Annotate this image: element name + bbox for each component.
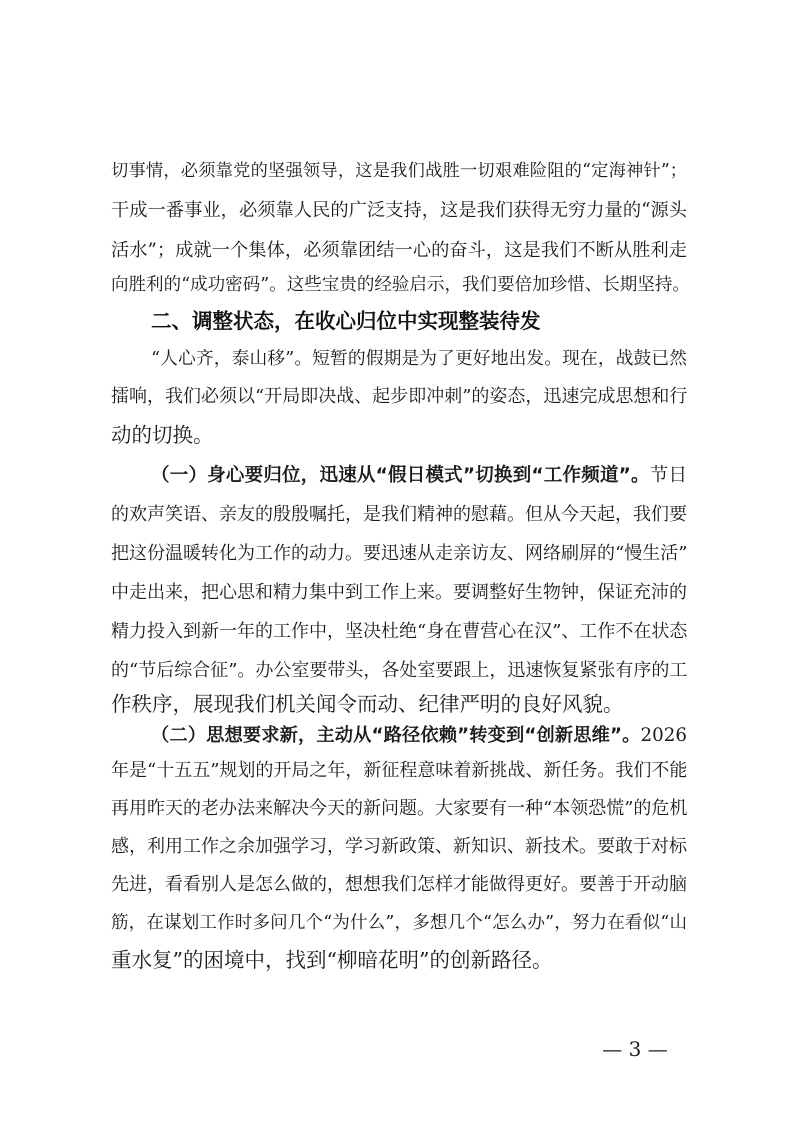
section-heading: 二、调整状态，在收心归位中实现整装待发	[151, 309, 541, 333]
paragraph-line: 擂响，我们必须以“开局即决战、起步即冲刺”的姿态，迅速完成思想和行	[111, 386, 688, 407]
paragraph-line: 活水”；成就一个集体，必须靠团结一心的奋斗，这是我们不断从胜利走	[111, 240, 687, 261]
paragraph-line: 精力投入到新一年的工作中，坚决杜绝“身在曹营心在汉”、工作不在状态	[111, 621, 688, 642]
paragraph-line: 的欢声笑语、亲友的殷殷嘱托，是我们精神的慰藉。但从今天起，我们要	[111, 504, 687, 525]
paragraph-line: 切事情，必须靠党的坚强领导，这是我们战胜一切艰难险阻的“定海神针”；	[111, 161, 687, 181]
paragraph-line: 把这份温暖转化为工作的动力。要迅速从走亲访友、网络刷屏的“慢生活”	[111, 543, 688, 564]
page-number: — 3 —	[602, 1037, 668, 1061]
paragraph-line: 向胜利的“成功密码”。这些宝贵的经验启示，我们要倍加珍惜、长期坚持。	[111, 275, 690, 295]
paragraph-line: 年是“十五五”规划的开局之年，新征程意味着新挑战、新任务。我们不能	[111, 760, 688, 781]
subheading-tail: 节日	[649, 465, 687, 486]
subheading: （一）身心要归位，迅速从“假日模式”切换到“工作频道”。	[151, 465, 650, 486]
paragraph-line: 中走出来，把心思和精力集中到工作上来。要调整好生物钟，保证充沛的	[111, 582, 687, 603]
subheading-line	[151, 457, 687, 495]
subheading-tail: 2026	[640, 725, 687, 746]
paragraph-line: 筋，在谋划工作时多问几个“为什么”，多想几个“怎么办”，努力在看似“山	[111, 913, 687, 933]
subheading-line	[151, 717, 687, 755]
paragraph-line: 干成一番事业，必须靠人民的广泛支持，这是我们获得无穷力量的“源头	[111, 200, 687, 221]
paragraph-line: 再用昨天的老办法来解决今天的新问题。大家要有一种“本领恐慌”的危机	[111, 798, 688, 819]
paragraph-line: 动的切换。	[111, 423, 214, 447]
paragraph-line: 先进，看看别人是怎么做的，想想我们怎样才能做得更好。要善于开动脑	[111, 874, 687, 895]
paragraph-line: 的“节后综合征”。办公室要带头，各处室要跟上，迅速恢复紧张有序的工	[111, 660, 688, 681]
paragraph-line: 重水复”的困境中，找到“柳暗花明”的创新路径。	[111, 948, 553, 972]
paragraph-line: 感，利用工作之余加强学习，学习新政策、新知识、新技术。要敢于对标	[111, 836, 687, 857]
paragraph-line: 作秩序，展现我们机关闻令而动、纪律严明的良好风貌。	[111, 692, 624, 716]
subheading: （二）思想要求新，主动从“路径依赖”转变到“创新思维”。	[151, 725, 641, 746]
paragraph-line: “人心齐，泰山移”。短暂的假期是为了更好地出发。现在，战鼓已然	[151, 349, 687, 369]
